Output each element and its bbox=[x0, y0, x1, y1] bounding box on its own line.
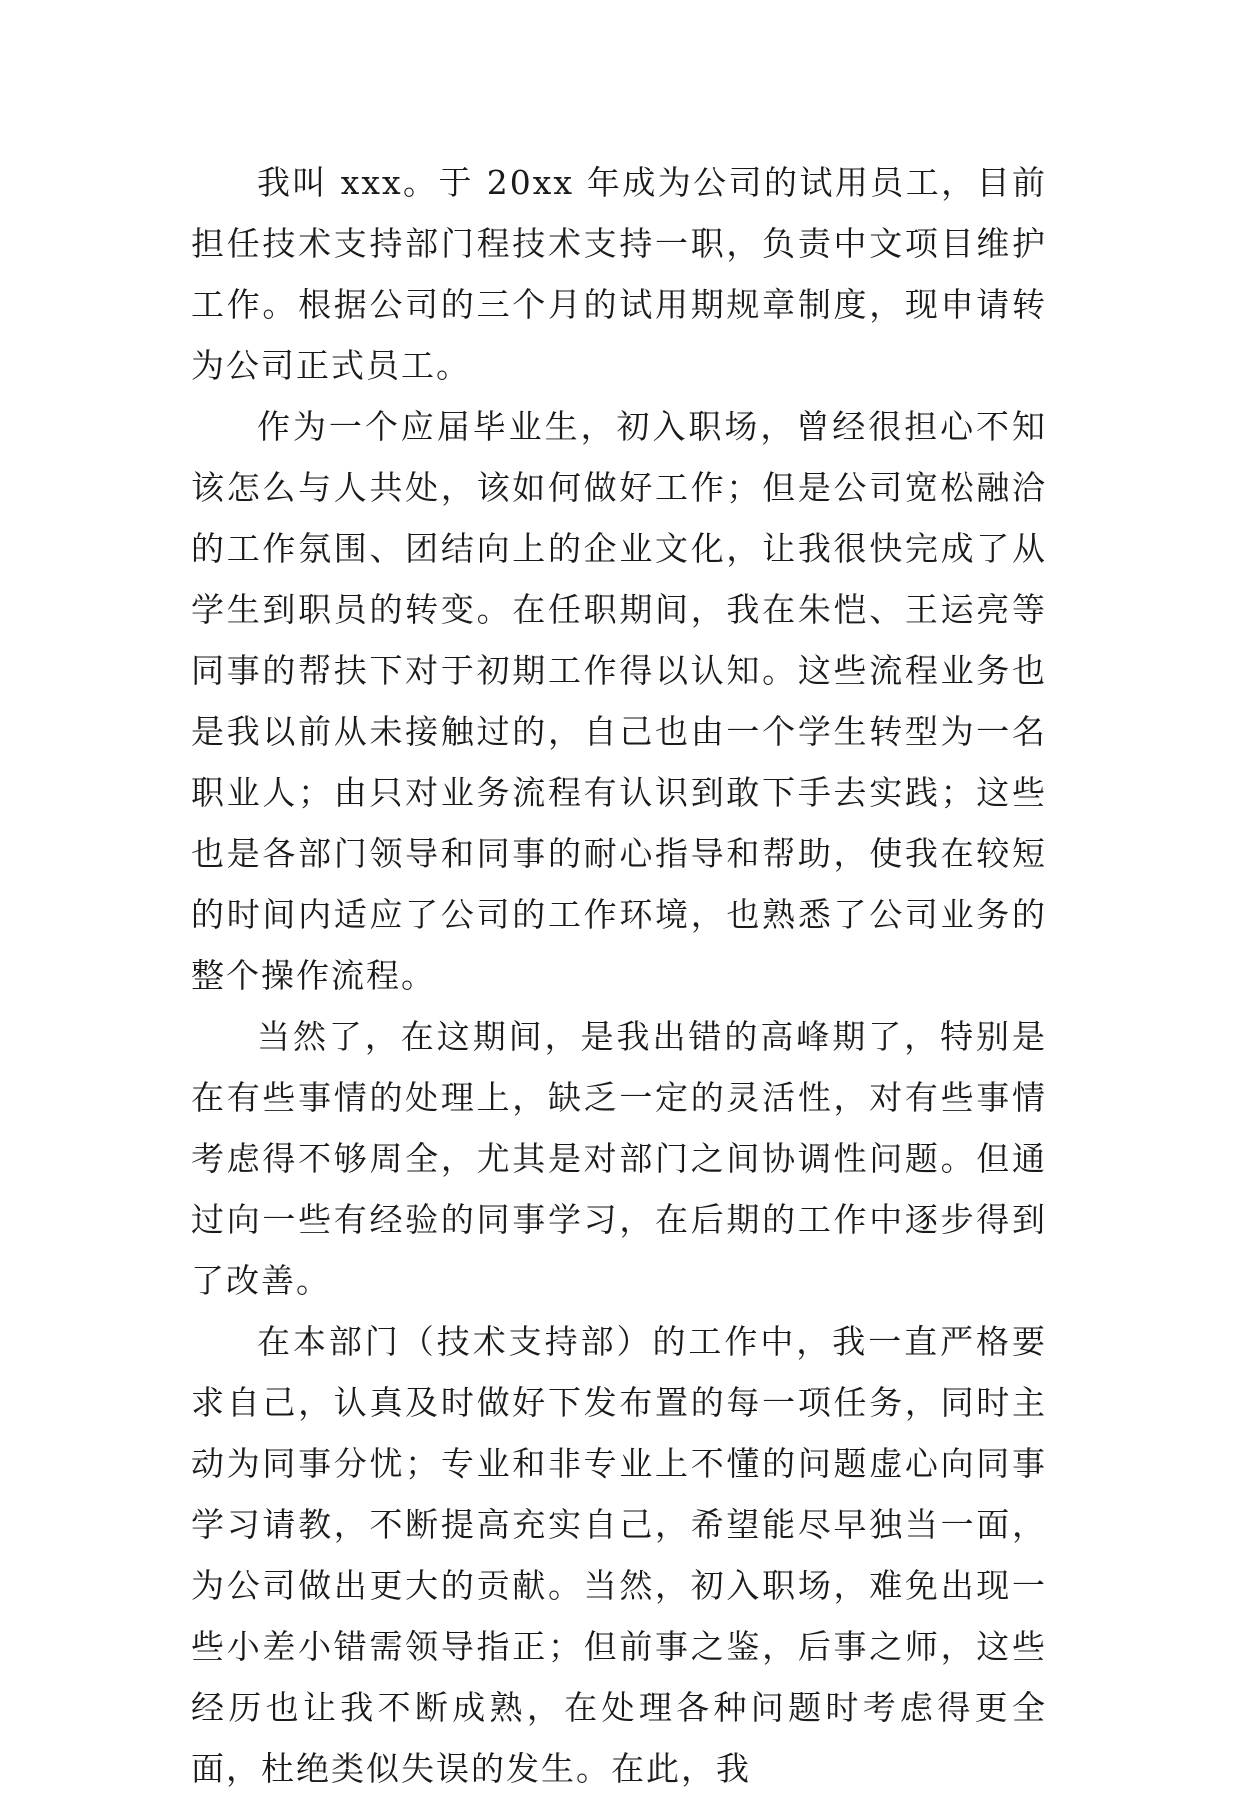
paragraph-1: 我叫 xxx。于 20xx 年成为公司的试用员工，目前担任技术支持部门程技术支持一职，负责中文项目维护工作。根据公司的三个月的试用期规章制度，现申请转为公司正式员工。 bbox=[191, 163, 1047, 385]
paragraph-2: 作为一个应届毕业生，初入职场，曾经很担心不知该怎么与人共处，该如何做好工作；但是公司宽松融洽的工作氛围、团结向上的企业文化，让我很快完成了从学生到职员的转变。在任职期间，我在朱恺、王运亮等同事的帮扶下对于初期工作得以认知。这些流程业务也是我以前从未接触过的，自己也由一个学生转型为一名职业人；由只对业务流程有认识到敢下手去实践；这些也是各部门领导和同事的耐心指导和帮助，使我在较短的时间内适应了公司的工作环境，也熟悉了公司业务的整个操作流程。 bbox=[191, 407, 1047, 995]
body-text bbox=[191, 152, 1047, 1799]
paragraph-4: 在本部门（技术支持部）的工作中，我一直严格要求自己，认真及时做好下发布置的每一项任务，同时主动为同事分忧；专业和非专业上不懂的问题虚心向同事学习请教，不断提高充实自己，希望能尽早独当一面，为公司做出更大的贡献。当然，初入职场，难免出现一些小差小错需领导指正；但前事之鉴，后事之师，这些经历也让我不断成熟，在处理各种问题时考虑得更全面，杜绝类似失误的发生。在此，我 bbox=[191, 1322, 1047, 1788]
paragraph-3: 当然了，在这期间，是我出错的高峰期了，特别是在有些事情的处理上，缺乏一定的灵活性，对有些事情考虑得不够周全，尤其是对部门之间协调性问题。但通过向一些有经验的同事学习，在后期的工作中逐步得到了改善。 bbox=[191, 1017, 1047, 1300]
